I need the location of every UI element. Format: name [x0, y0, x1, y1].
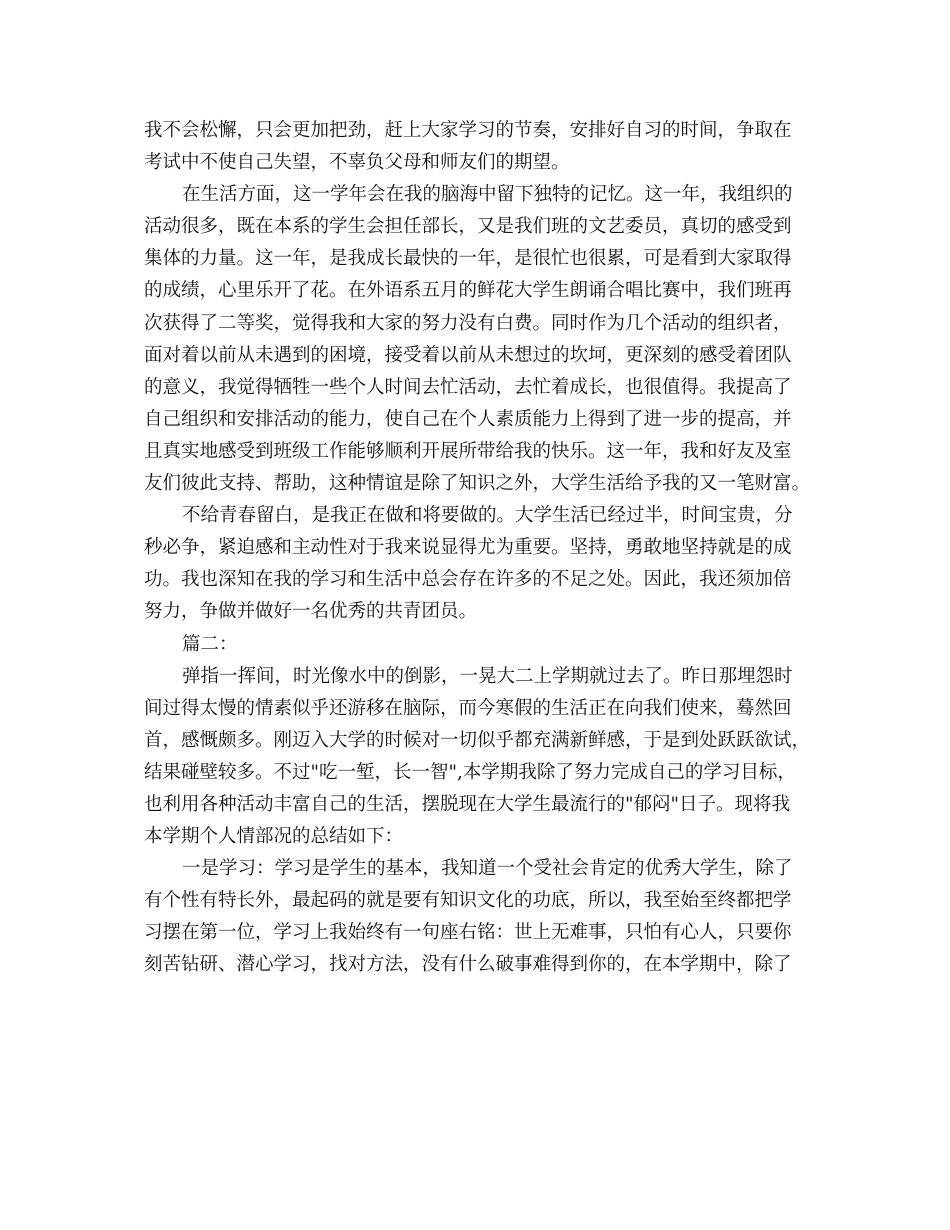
text-line: 次获得了二等奖，觉得我和大家的努力没有白费。同时作为几个活动的组织者，: [144, 312, 792, 334]
text-line: 集体的力量。这一年，是我成长最快的一年，是很忙也很累，可是看到大家取得: [144, 248, 792, 270]
text-line: 的成绩，心里乐开了花。在外语系五月的鲜花大学生朗诵合唱比赛中，我们班再: [144, 280, 792, 302]
text-line: 首，感慨颇多。刚迈入大学的时候对一切似乎都充满新鲜感，于是到处跃跃欲试，: [144, 729, 811, 751]
text-line: 有个性有特长外，最起码的就是要有知识文化的功底，所以，我至始至终都把学: [144, 890, 792, 912]
text-line: 本学期个人情部况的总结如下：: [144, 826, 404, 848]
text-line: 也利用各种活动丰富自己的生活，摆脱现在大学生最流行的"郁闷"日子。现将我: [144, 793, 791, 815]
paragraph-start-line: 弹指一挥间，时光像水中的倒影，一晃大二上学期就过去了。昨日那埋怨时: [182, 665, 793, 687]
text-line: 活动很多，既在本系的学生会担任部长，又是我们班的文艺委员，真切的感受到: [144, 216, 792, 238]
text-line: 功。我也深知在我的学习和生活中总会存在许多的不足之处。因此，我还须加倍: [144, 569, 792, 591]
text-line: 友们彼此支持、帮助，这种情谊是除了知识之外，大学生活给予我的又一笔财富。: [144, 473, 811, 495]
text-line: 间过得太慢的情素似乎还游移在脑际，而今寒假的生活正在向我们使来，蓦然回: [144, 697, 792, 719]
text-line: 且真实地感受到班级工作能够顺利开展所带给我的快乐。这一年，我和好友及室: [144, 440, 792, 462]
text-line: 面对着以前从未遇到的困境，接受着以前从未想过的坎坷，更深刻的感受着团队: [144, 344, 792, 366]
text-line: 结果碰壁较多。不过"吃一堑，长一智",本学期我除了努力完成自己的学习目标，: [144, 761, 796, 783]
text-line: 刻苦钻研、潜心学习，找对方法，没有什么破事难得到你的，在本学期中，除了: [144, 954, 792, 976]
section-heading: 篇二：: [182, 633, 238, 655]
text-line: 习摆在第一位，学习上我始终有一句座右铭：世上无难事，只怕有心人，只要你: [144, 922, 792, 944]
text-line: 努力，争做并做好一名优秀的共青团员。: [144, 601, 478, 623]
text-line: 考试中不使自己失望，不辜负父母和师友们的期望。: [144, 152, 570, 174]
text-line: 秒必争，紧迫感和主动性对于我来说显得尤为重要。坚持，勇敢地坚持就是的成: [144, 537, 792, 559]
text-line: 的意义，我觉得牺牲一些个人时间去忙活动，去忙着成长，也很值得。我提高了: [144, 376, 792, 398]
text-line: 自己组织和安排活动的能力，使自己在个人素质能力上得到了进一步的提高，并: [144, 408, 792, 430]
paragraph-start-line: 在生活方面，这一学年会在我的脑海中留下独特的记忆。这一年，我组织的: [182, 184, 793, 206]
paragraph-start-line: 一是学习：学习是学生的基本，我知道一个受社会肯定的优秀大学生，除了: [182, 858, 793, 880]
document-body: [144, 115, 814, 982]
text-line: 我不会松懈，只会更加把劲，赶上大家学习的节奏，安排好自习的时间，争取在: [144, 120, 792, 141]
paragraph-start-line: 不给青春留白，是我正在做和将要做的。大学生活已经过半，时间宝贵，分: [182, 505, 793, 527]
